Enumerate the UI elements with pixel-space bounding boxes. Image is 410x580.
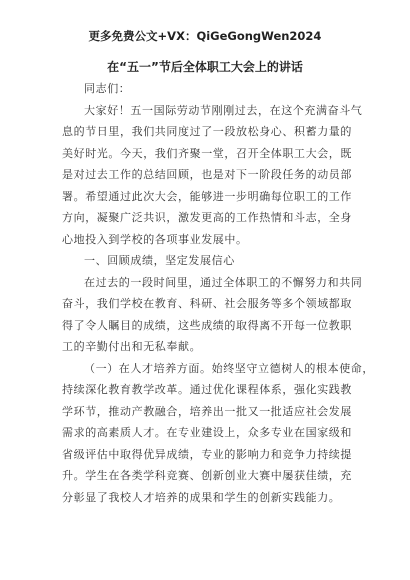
body-line: （一）在人才培养方面。始终坚守立德树人的根本使命， (84, 361, 374, 375)
body-line: 同志们： (84, 82, 131, 95)
body-line: 得了令人瞩目的成绩，这些成绩的取得离不开每一位教职 (62, 318, 352, 332)
body-line: 升。学生在各类学科竞赛、创新创业大赛中屡获佳绩，充 (62, 469, 352, 482)
body-line: 工的辛勤付出和无私奉献。 (62, 340, 202, 353)
body-line: 美好时光。今天，我们齐聚一堂，召开全体职工大会，既 (62, 146, 352, 160)
body-line: 大家好！五一国际劳动节刚刚过去，在这个充满奋斗气 (84, 103, 363, 117)
body-line: 省级评估中取得优异成绩，专业的影响力和竞争力持续提 (62, 447, 352, 461)
document-body (62, 78, 374, 508)
body-line: 分彰显了我校人才培养的成果和学生的创新实践能力。 (62, 490, 341, 504)
body-line: 息的节日里，我们共同度过了一段放松身心、积蓄力量的 (62, 125, 352, 138)
body-line: 奋斗，我们学校在教育、科研、社会服务等多个领域都取 (62, 297, 352, 310)
body-line: 是对过去工作的总结回顾，也是对下一阶段任务的动员部 (62, 168, 352, 181)
body-line: 在过去的一段时间里，通过全体职工的不懈努力和共同 (84, 275, 363, 289)
body-line: 方向，凝聚广泛共识，激发更高的工作热情和斗志，全身 (62, 211, 352, 224)
body-line: 一、回顾成绩，坚定发展信心 (84, 254, 235, 267)
promo-header: 更多免费公文+VX：QiGeGongWen2024 (88, 29, 322, 43)
document-title: 在“五一”节后全体职工大会上的讲话 (107, 60, 303, 74)
body-line: 学环节，推动产教融合，培养出一批又一批适应社会发展 (62, 404, 352, 418)
body-line: 署。希望通过此次大会，能够进一步明确每位职工的工作 (62, 189, 352, 203)
body-line: 持续深化教育教学改革。通过优化课程体系，强化实践教 (62, 383, 352, 396)
body-line: 需求的高素质人才。在专业建设上，众多专业在国家级和 (62, 426, 352, 439)
body-line: 心地投入到学校的各项事业发展中。 (62, 232, 248, 246)
